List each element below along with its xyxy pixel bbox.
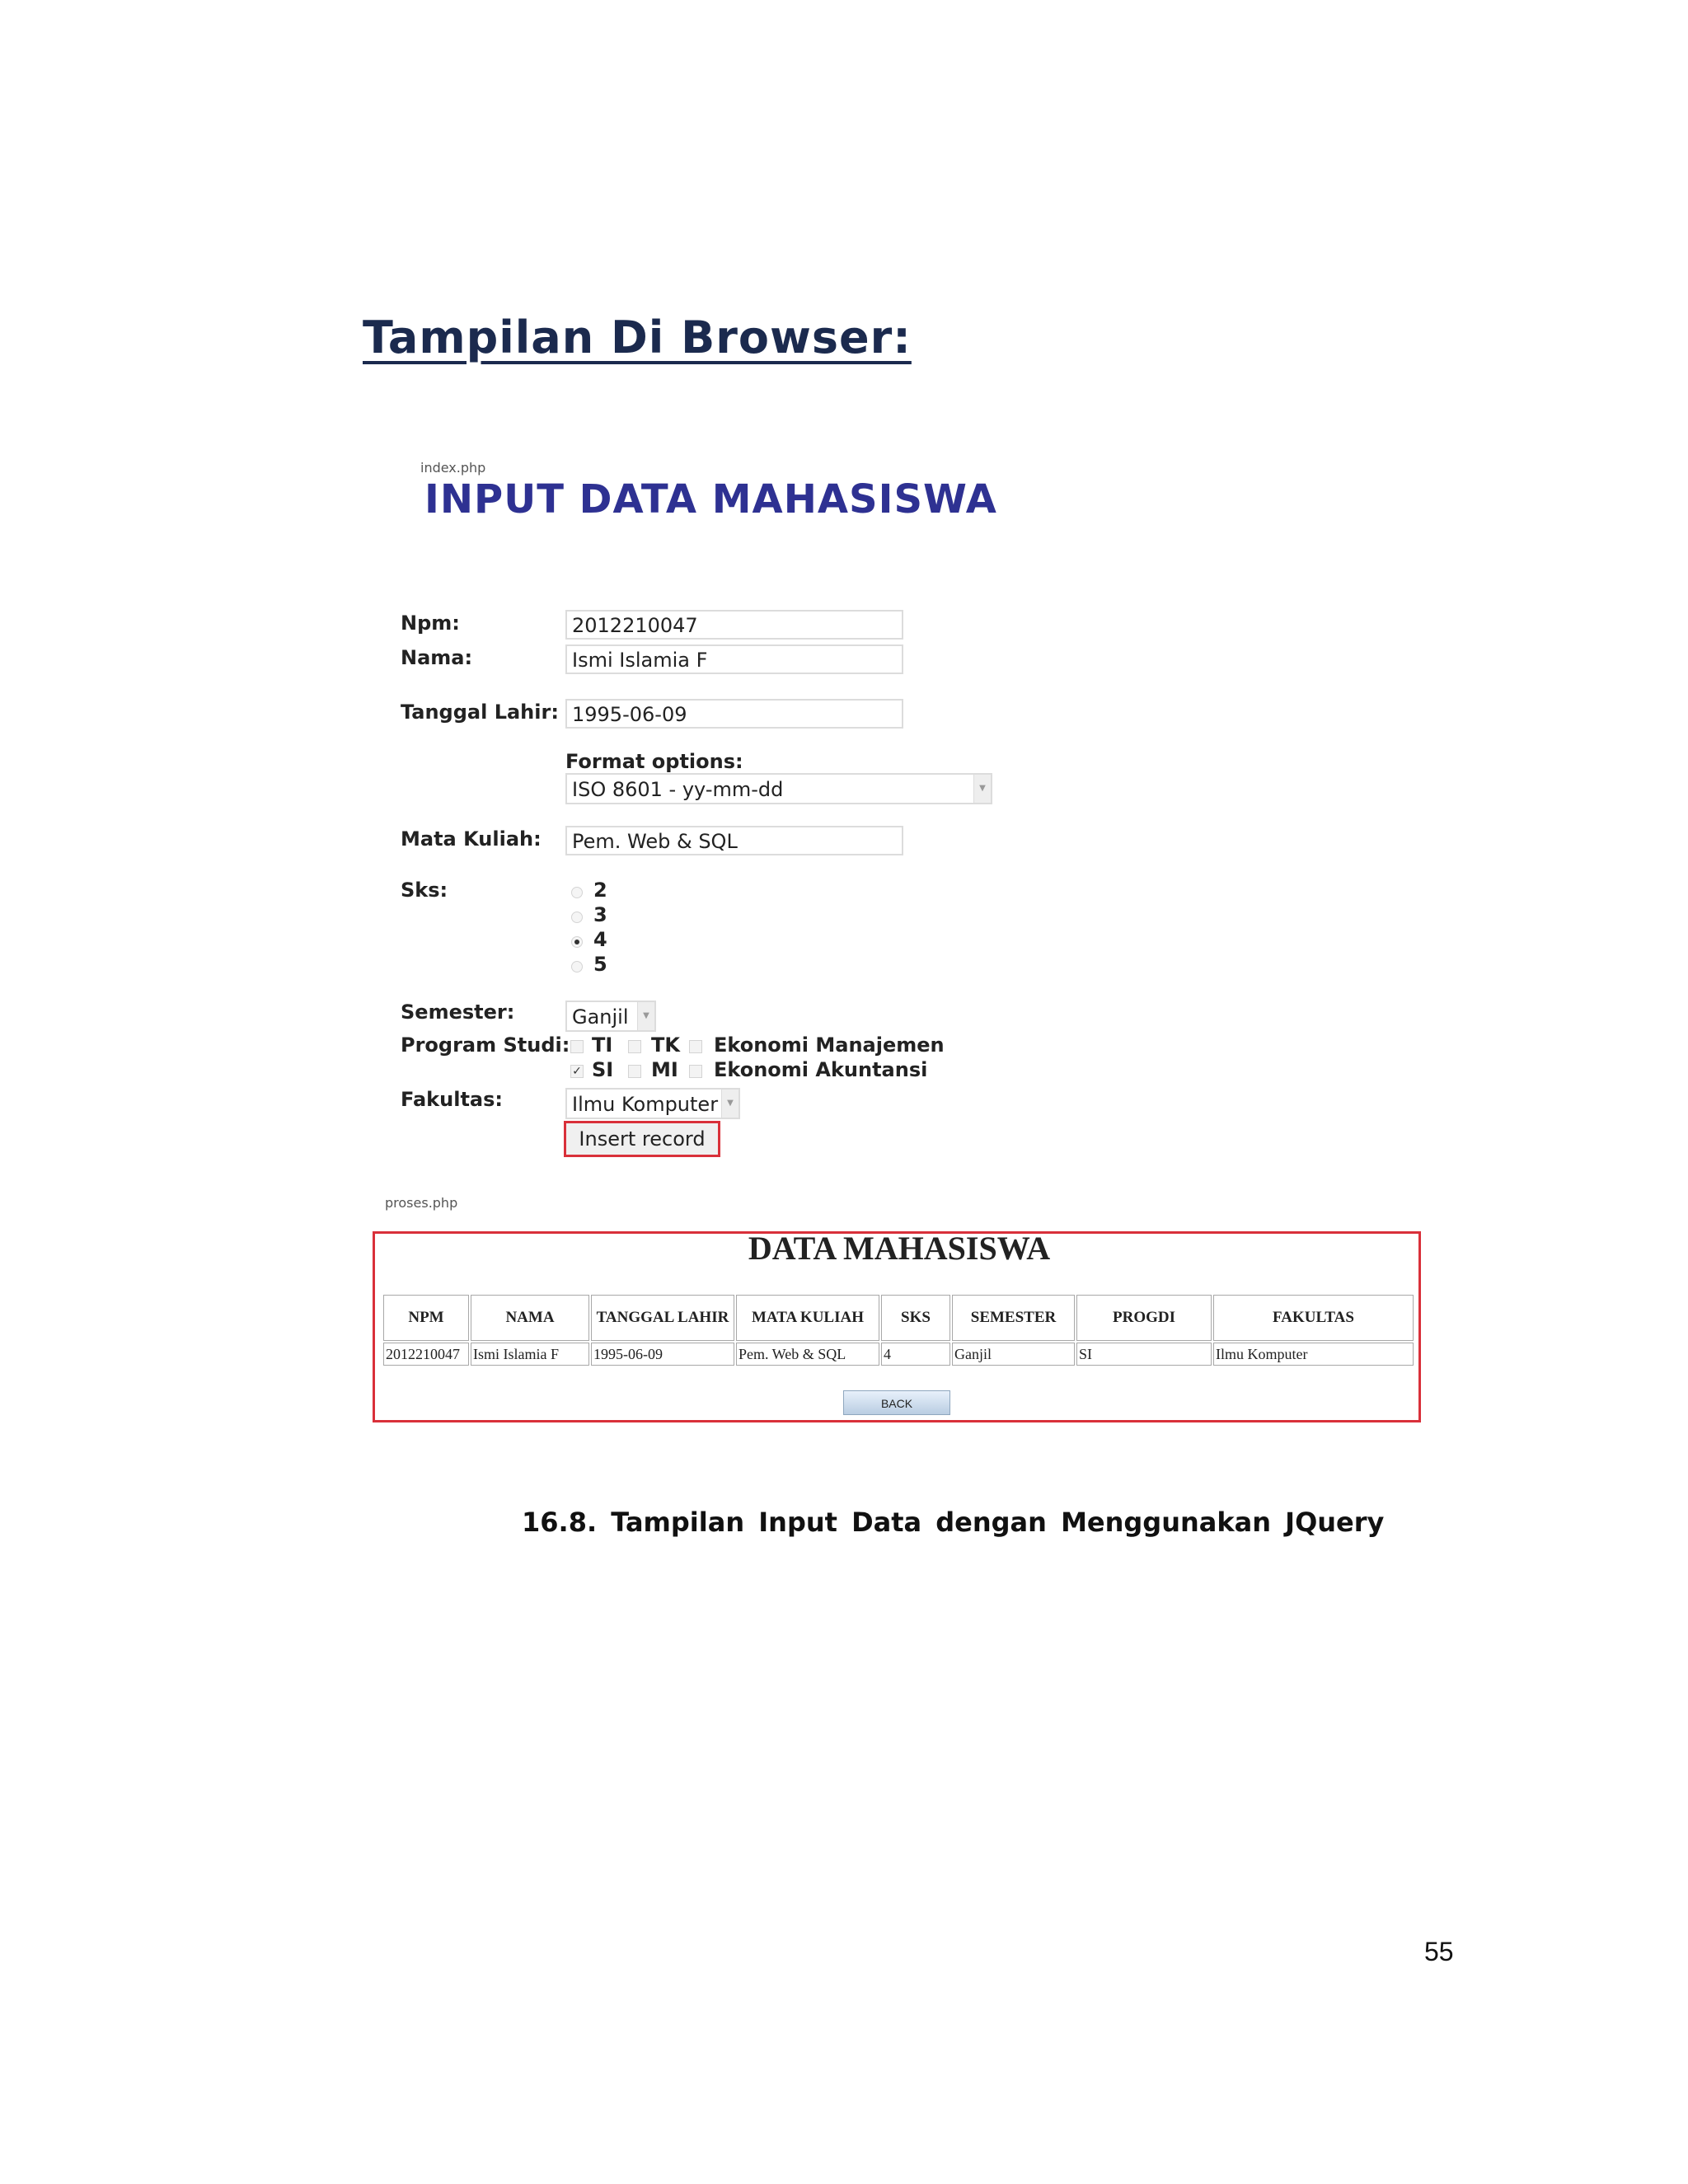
column-header: NAMA [471,1295,589,1341]
figure-caption: 16.8. Tampilan Input Data dengan Menggunakan JQuery [522,1507,1385,1538]
table-row [383,1343,1414,1366]
form-filename: index.php [420,460,486,476]
tanggal-lahir-field[interactable]: 1995-06-09 [565,699,903,729]
form-title: INPUT DATA MAHASISWA [424,476,997,523]
table-cell: 2012210047 [383,1343,469,1366]
format-options-select[interactable] [565,773,992,804]
tanggal-lahir-label: Tanggal Lahir: [401,701,559,724]
insert-record-button[interactable]: Insert record [564,1121,720,1157]
nama-field[interactable]: Ismi Islamia F [565,644,903,674]
table-cell: SI [1076,1343,1212,1366]
format-options-value: ISO 8601 - yy-mm-dd [572,778,784,801]
column-header: MATA KULIAH [736,1295,879,1341]
column-header: FAKULTAS [1213,1295,1414,1341]
chevron-down-icon: ▼ [973,775,991,803]
semester-value: Ganjil [572,1005,629,1029]
sks-option-label: 5 [593,953,607,976]
column-header: NPM [383,1295,469,1341]
sks-radio-2[interactable] [571,887,583,898]
mata-kuliah-field[interactable]: Pem. Web & SQL [565,826,903,855]
checkbox-tk[interactable] [628,1040,641,1053]
result-panel [373,1231,1421,1422]
sks-option-label: 4 [593,928,607,951]
column-header: SEMESTER [952,1295,1075,1341]
checkbox-label: TK [651,1033,680,1057]
table-header-row [383,1295,1414,1341]
checkbox-si[interactable] [570,1065,584,1078]
checkbox-label: TI [592,1033,613,1057]
checkbox-label: SI [592,1058,614,1081]
back-button[interactable]: BACK [843,1390,950,1415]
sks-radio-5[interactable] [571,961,583,972]
column-header: TANGGAL LAHIR [591,1295,734,1341]
table-cell: 4 [881,1343,950,1366]
checkbox-ekonomi-manajemen[interactable] [689,1040,702,1053]
table-cell: Ganjil [952,1343,1075,1366]
sks-option-label: 2 [593,879,607,902]
column-header: PROGDI [1076,1295,1212,1341]
format-options-label: Format options: [565,750,743,773]
table-cell: Ilmu Komputer [1213,1343,1414,1366]
fakultas-label: Fakultas: [401,1088,504,1111]
fakultas-select[interactable] [565,1088,740,1119]
result-title: DATA MAHASISWA [748,1230,1051,1267]
data-table [382,1293,1415,1367]
result-filename: proses.php [385,1195,458,1211]
table-cell: Pem. Web & SQL [736,1343,879,1366]
mata-kuliah-label: Mata Kuliah: [401,827,542,851]
fakultas-value: Ilmu Komputer [572,1093,719,1116]
checkbox-mi[interactable] [628,1065,641,1078]
column-header: SKS [881,1295,950,1341]
npm-label: Npm: [401,612,460,635]
checkbox-label: MI [651,1058,678,1081]
checkbox-ekonomi-akuntansi[interactable] [689,1065,702,1078]
page-number: 55 [1424,1937,1454,1966]
table-cell: Ismi Islamia F [471,1343,589,1366]
sks-label: Sks: [401,879,448,902]
program-studi-label: Program Studi: [401,1033,570,1057]
chevron-down-icon: ▼ [721,1090,738,1118]
semester-label: Semester: [401,1001,515,1024]
table-cell: 1995-06-09 [591,1343,734,1366]
semester-select[interactable] [565,1001,656,1032]
npm-field[interactable]: 2012210047 [565,610,903,640]
nama-label: Nama: [401,646,473,669]
checkbox-label: Ekonomi Manajemen [714,1033,945,1057]
checkmark-icon: ✓ [572,1065,582,1078]
sks-radio-3[interactable] [571,912,583,923]
sks-radio-4[interactable] [571,936,583,948]
page-heading: Tampilan Di Browser: [363,312,912,363]
chevron-down-icon: ▼ [637,1002,654,1030]
checkbox-ti[interactable] [570,1040,584,1053]
sks-option-label: 3 [593,903,607,926]
checkbox-label: Ekonomi Akuntansi [714,1058,928,1081]
